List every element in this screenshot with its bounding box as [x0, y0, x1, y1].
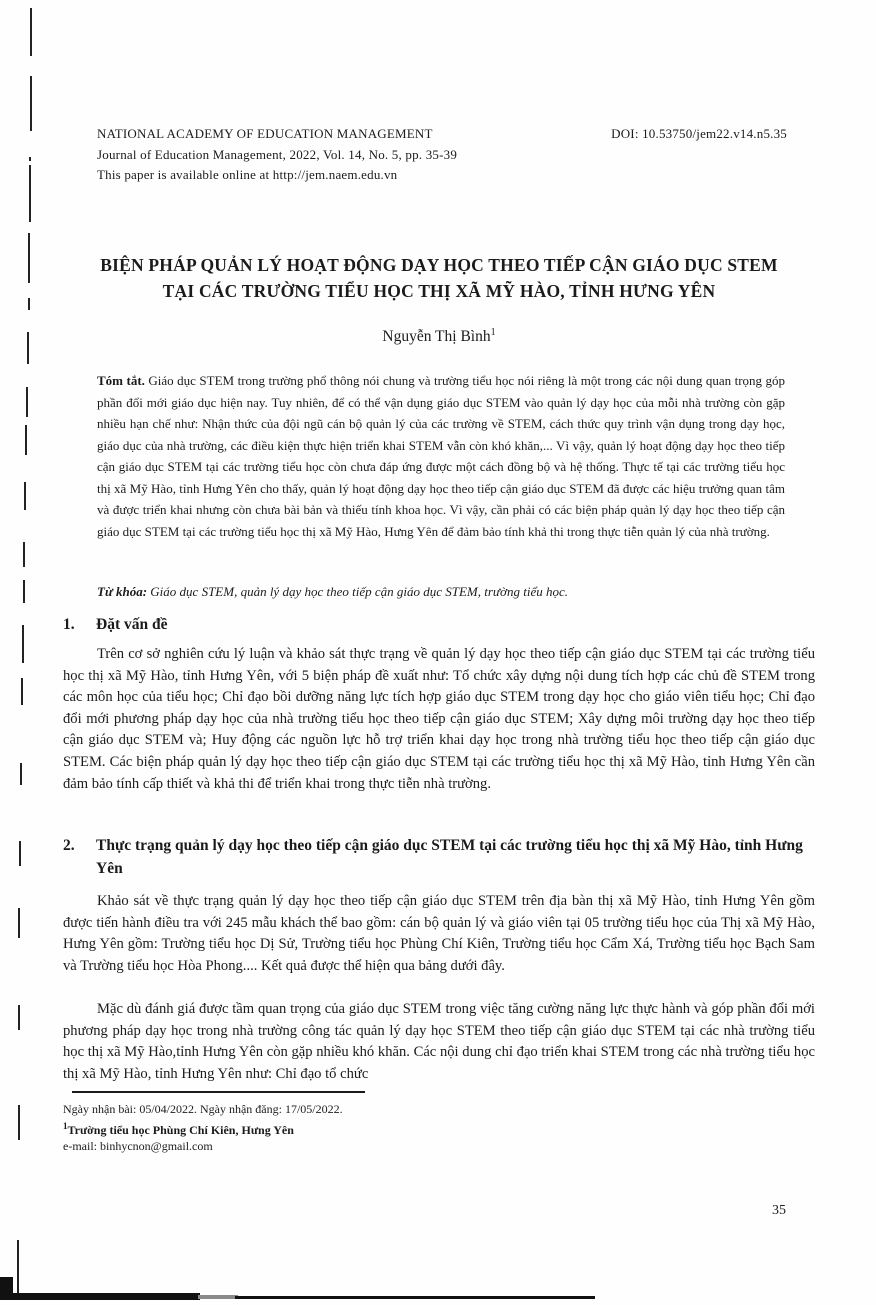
section-1-title: Đặt vấn đề [96, 616, 168, 633]
scan-artifact-line [28, 298, 30, 310]
scan-artifact-line [17, 1240, 19, 1298]
section-2-number: 2. [63, 837, 75, 854]
scan-artifact-line [27, 332, 29, 364]
scan-artifact-line [30, 76, 32, 131]
journal-institution: NATIONAL ACADEMY OF EDUCATION MANAGEMENT [97, 126, 433, 141]
page-number: 35 [772, 1203, 786, 1218]
footnotes [63, 1101, 663, 1155]
affiliation-footnote-mark: 1 [63, 1120, 68, 1131]
article-title-line1: BIỆN PHÁP QUẢN LÝ HOẠT ĐỘNG DẠY HỌC THEO TIẾP CẬN GIÁO DỤC STEM [100, 255, 778, 275]
scan-artifact-line [30, 8, 32, 56]
journal-availability-line: This paper is available online at http://jem.naem.edu.vn [97, 167, 398, 182]
abstract-text: Giáo dục STEM trong trường phổ thông nói chung và trường tiểu học nói riêng là một trong các nội dung quan trọng góp phần đổi mới giáo dục hiện nay. Tuy nhiên, để có thể vận dụng giáo dục STEM vào quản lý dạy học của mỗi nhà trường còn gặp nhiều hạn chế như: Nhận thức của đội ngũ cán bộ quản lý của các trường về STEM, cách thức quy trình vận dụng trong dạy học, giáo dục của nhà trường, các điều kiện thực hiện triển khai STEM vẫn còn khó khăn,... Vì vậy, quản lý hoạt động dạy học theo tiếp cận giáo dục STEM tại các trường tiểu học còn chưa đáp ứng được một cách đồng bộ và hệ thống. Thực tế tại các trường tiểu học thị xã Mỹ Hào, tỉnh Hưng Yên cho thấy, quản lý hoạt động dạy học theo tiếp cận giáo dục STEM đã được các hiệu trưởng quan tâm và được triển khai nhưng còn chưa bài bản và thiếu tính khoa học. Vì vậy, cần phải có các biện pháp quản lý dạy học theo tiếp cận giáo dục STEM tại các trường tiểu học thị xã Mỹ Hào, Hưng Yên để đảm bảo tính khả thi trong thực tiễn quản lý của nhà trường. [97, 373, 786, 539]
keywords [97, 584, 785, 600]
footnote-received-dates: Ngày nhận bài: 05/04/2022. Ngày nhận đăng: 17/05/2022. [63, 1102, 343, 1116]
footnote-affiliation [63, 1118, 663, 1139]
abstract [97, 370, 785, 542]
scan-artifact-line [25, 425, 27, 455]
scan-artifact-line [26, 387, 28, 417]
section-1-heading [63, 613, 815, 636]
article-title [63, 252, 815, 304]
scan-artifact-line [29, 157, 31, 161]
scan-artifact-smudge [198, 1295, 238, 1299]
doi-text: DOI: 10.53750/jem22.v14.n5.35 [611, 126, 787, 141]
journal-citation-line: Journal of Education Management, 2022, Vol. 14, No. 5, pp. 35-39 [97, 146, 458, 162]
footnote-separator-rule [72, 1091, 365, 1093]
author-name: Nguyễn Thị Bình [382, 328, 491, 346]
abstract-label: Tóm tắt. [97, 373, 145, 388]
journal-header [97, 124, 787, 186]
scan-artifact-line [18, 1005, 20, 1030]
footnote-email: e-mail: binhycnon@gmail.com [63, 1139, 213, 1153]
article-title-line2: TẠI CÁC TRƯỜNG TIỂU HỌC THỊ XÃ MỸ HÀO, TỈNH HƯNG YÊN [162, 281, 716, 301]
scan-artifact-line [23, 542, 25, 567]
author-footnote-mark: 1 [490, 327, 496, 338]
scan-artifact-bar-thick [0, 1293, 200, 1300]
section-2-paragraph-1: Khảo sát về thực trạng quản lý dạy học theo tiếp cận giáo dục STEM trên địa bàn thị xã Mỹ Hào, tỉnh Hưng Yên gồm được tiến hành điều tra với 245 mẫu khách thể bao gồm: cán bộ quản lý và giáo viên tại 05 trường tiểu học của Thị xã Mỹ Hào, Hưng Yên gồm: Trường tiểu học Dị Sử, Trường tiểu học Phùng Chí Kiên, Trường tiểu học Cẩm Xá, Trường tiểu học Bạch Sam và Trường tiểu học Hòa Phong.... Kết quả được thể hiện qua bảng dưới đây. [63, 893, 815, 974]
scan-artifact-line [21, 678, 23, 705]
scan-artifact-line [28, 233, 30, 283]
affiliation-text: Trường tiểu học Phùng Chí Kiên, Hưng Yên [67, 1122, 294, 1137]
section-2-paragraph-2: Mặc dù đánh giá được tầm quan trọng của giáo dục STEM trong việc tăng cường năng lực thực hành và góp phần đổi mới phương pháp dạy học trong nhà trường công tác quản lý dạy học STEM theo tiếp cận giáo dục STEM tại các nhà trường tiểu học thị xã Mỹ Hào,tỉnh Hưng Yên còn gặp nhiều khó khăn. Các nội dung chỉ đạo triển khai STEM trong các nhà trường tiểu học thị xã Mỹ Hào, tỉnh Hưng Yên như: Chỉ đạo tổ chức [63, 1001, 815, 1082]
author-line [63, 327, 815, 346]
scan-artifact-line [29, 165, 31, 222]
section-1-paragraph: Trên cơ sở nghiên cứu lý luận và khảo sát thực trạng về quản lý dạy học theo tiếp cận giáo dục STEM tại các trường tiểu học thị xã Mỹ Hào, tỉnh Hưng Yên, với 5 biện pháp đề xuất như: Tổ chức xây dựng nội dung tích hợp các chủ đề STEM trong các môn học của tiểu học; Chỉ đạo bồi dưỡng năng lực tích hợp giáo dục STEM trong dạy học cho giáo viên tiểu học; Chỉ đạo đổi mới phương pháp dạy học của nhà trường tiểu học theo tiếp cận giáo dục STEM; Xây dựng môi trường dạy học theo tiếp cận giáo dục STEM và; Huy động các nguồn lực hỗ trợ triển khai dạy học trong nhà trường tiểu học theo tiếp cận giáo dục STEM. Các biện pháp quản lý dạy học theo tiếp cận giáo dục STEM tại các trường tiểu học thị xã Mỹ Hào, tỉnh Hưng Yên cần đảm bảo tính cấp thiết và khả thi để triển khai trong thực tiễn nhà trường. [63, 646, 815, 792]
scan-artifact-line [18, 1105, 20, 1140]
keywords-text: Giáo dục STEM, quản lý dạy học theo tiếp cận giáo dục STEM, trường tiểu học. [150, 584, 568, 599]
section-2-heading [63, 834, 815, 880]
scan-artifact-line [19, 841, 21, 866]
scan-artifact-line [18, 908, 20, 938]
scan-artifact-line [23, 580, 25, 603]
scan-artifact-line [20, 763, 22, 785]
keywords-label: Từ khóa: [97, 584, 148, 599]
scan-artifact-line [22, 625, 24, 663]
section-2-title: Thực trạng quản lý dạy học theo tiếp cận giáo dục STEM tại các trường tiểu học thị xã Mỹ Hào, tỉnh Hưng Yên [96, 837, 803, 877]
section-1-number: 1. [63, 616, 75, 633]
scan-artifact-bar-thin [235, 1296, 595, 1299]
scan-artifact-line [24, 482, 26, 510]
